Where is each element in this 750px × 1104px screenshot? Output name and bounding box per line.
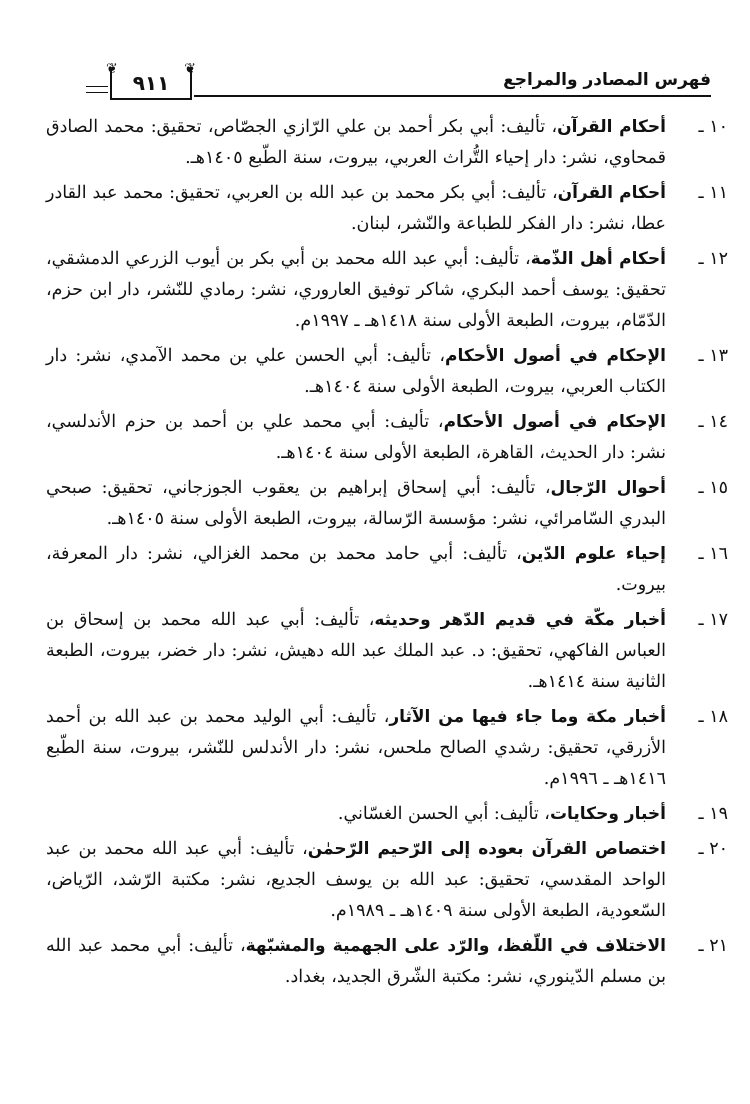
- ornament-icon: ❦: [106, 61, 118, 77]
- entry-text: ، تأليف: أبي عبد الله محمد بن إسحاق بن العباس الفاكهي، تحقيق: د. عبد الملك عبد الله دهيش، نشر: دار خضر، بيروت، الطبعة الثانية سنة ١٤١٤هـ.: [46, 610, 666, 692]
- entry-number: ١٧ ـ: [698, 610, 728, 630]
- entry-number: ٢١ ـ: [698, 936, 728, 956]
- entry-text: ، تأليف: أبي محمد علي بن أحمد بن حزم الأندلسي، نشر: دار الحديث، القاهرة، الطبعة الأولى سنة ١٤٠٤هـ.: [46, 412, 666, 463]
- entry-title: الإحكام في أصول الأحكام: [443, 412, 667, 432]
- bibliography-entry: [46, 407, 728, 469]
- entry-text: ، تأليف: أبي بكر أحمد بن علي الرّازي الجصّاص، تحقيق: محمد الصادق قمحاوي، نشر: دار إحياء التُّراث العربي، بيروت، سنة الطّبع ١٤٠٥هـ.: [46, 117, 666, 168]
- entry-title: الاختلاف في اللّفظ، والرّد على الجهمية والمشبّهة: [245, 936, 666, 956]
- page-number: ٩١١: [132, 71, 170, 95]
- entry-text: ، تأليف: أبي محمد عبد الله بن مسلم الدّينوري، نشر: مكتبة الشّرق الجديد، بغداد.: [46, 936, 666, 987]
- bibliography-entry: [46, 834, 728, 927]
- entry-number: ١٢ ـ: [698, 249, 728, 269]
- entry-text: ، تأليف: أبي حامد محمد بن محمد الغزالي، نشر: دار المعرفة، بيروت.: [46, 544, 666, 595]
- entry-title: أخبار مكة وما جاء فيها من الآثار: [389, 707, 666, 727]
- entry-title: أخبار مكّة في قديم الدّهر وحديثه: [374, 610, 666, 630]
- entry-title: أخبار وحكايات: [549, 804, 666, 824]
- bibliography-entry: [46, 473, 728, 535]
- bibliography-entry: [46, 539, 728, 601]
- entry-number: ١٨ ـ: [698, 707, 728, 727]
- entry-title: اختصاص القرآن بعوده إلى الرّحيم الرّحمٰن: [307, 839, 666, 859]
- entry-title: أحكام القرآن: [557, 117, 666, 137]
- bibliography-entry: [46, 702, 728, 795]
- header-rule-left-top: [86, 86, 108, 87]
- header-rule-left-bottom: [86, 92, 108, 93]
- bibliography-entry: [46, 341, 728, 403]
- entry-number: ١٩ ـ: [698, 804, 728, 824]
- header-rule: [194, 95, 711, 97]
- header-title: فهرس المصادر والمراجع: [503, 70, 711, 90]
- entry-text: ، تأليف: أبي عبد الله محمد بن عبد الواحد المقدسي، تحقيق: عبد الله بن يوسف الجديع، نشر: مكتبة الرّشد، الرّياض، السّعودية، الطبعة الأولى سنة ١٤٠٩هـ ـ ١٩٨٩م.: [46, 839, 666, 921]
- bibliography-entry: [46, 605, 728, 698]
- entry-text: ، تأليف: أبي الحسن الغسّاني.: [337, 804, 550, 824]
- ornament-icon: ❦: [184, 61, 196, 77]
- entry-text: ، تأليف: أبي عبد الله محمد بن أبي بكر بن أيوب الزرعي الدمشقي، تحقيق: يوسف أحمد البكري، شاكر توفيق العاروري، نشر: رمادي للنّشر، دار ابن حزم، الدّمّام، بيروت، الطبعة الأولى سنة ١٤١٨هـ ـ ١٩٩٧م.: [46, 249, 666, 331]
- entry-text: ، تأليف: أبي الوليد محمد بن عبد الله بن أحمد الأزرقي، تحقيق: رشدي الصالح ملحس، نشر: دار الأندلس للنّشر، بيروت، سنة الطّبع ١٤١٦هـ ـ ١٩٩٦م.: [46, 707, 666, 789]
- entry-number: ١٥ ـ: [698, 478, 728, 498]
- entry-text: ، تأليف: أبي الحسن علي بن محمد الآمدي، نشر: دار الكتاب العربي، بيروت، الطبعة الأولى سنة ١٤٠٤هـ.: [46, 346, 666, 397]
- entry-number: ١١ ـ: [698, 183, 728, 203]
- bibliography-entry: [46, 799, 728, 830]
- entry-title: أحكام القرآن: [557, 183, 666, 203]
- entry-title: أحوال الرّجال: [550, 478, 667, 498]
- bibliography-entry: [46, 112, 728, 174]
- entry-text: ، تأليف: أبي إسحاق إبراهيم بن يعقوب الجوزجاني، تحقيق: صبحي البدري السّامرائي، نشر: مؤسسة الرّسالة، بيروت، الطبعة الأولى سنة ١٤٠٥هـ.: [46, 478, 666, 529]
- entry-title: إحياء علوم الدّين: [521, 544, 667, 564]
- entry-number: ١٦ ـ: [698, 544, 728, 564]
- entry-title: أحكام أهل الذّمة: [530, 249, 666, 269]
- bibliography-entry: [46, 178, 728, 240]
- entry-number: ١٣ ـ: [698, 346, 728, 366]
- page-number-frame: [106, 61, 196, 100]
- bibliography-entry: [46, 931, 728, 993]
- entry-text: ، تأليف: أبي بكر محمد بن عبد الله بن العربي، تحقيق: محمد عبد القادر عطا، نشر: دار الفكر للطباعة والنّشر، لبنان.: [46, 183, 666, 234]
- page-header: [86, 62, 711, 106]
- entry-title: الإحكام في أصول الأحكام: [445, 346, 666, 366]
- entry-number: ١٤ ـ: [698, 412, 728, 432]
- entry-number: ١٠ ـ: [698, 117, 728, 137]
- bibliography-list: [46, 112, 728, 997]
- entry-number: ٢٠ ـ: [698, 839, 728, 859]
- bibliography-entry: [46, 244, 728, 337]
